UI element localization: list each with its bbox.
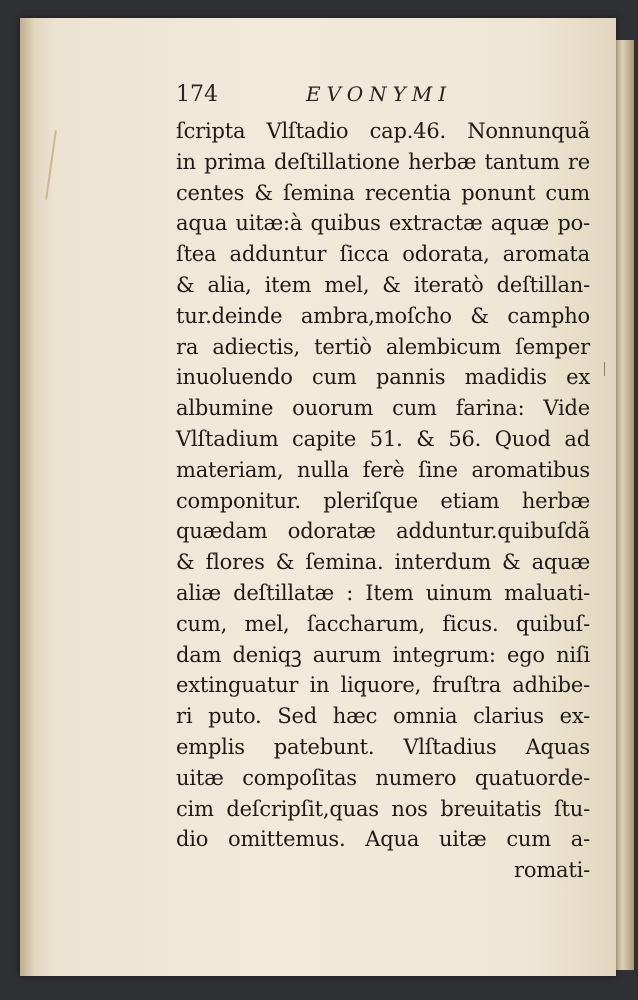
text-line: ſcripta Vlſtadio cap.46. Nonnunquã xyxy=(176,119,590,143)
text-line: albumine ouorum cum farina: Vide xyxy=(176,396,590,421)
text-line: componitur. pleriſque etiam herbæ xyxy=(176,488,590,513)
text-line: aliæ deſtillatæ : Item uinum maluati- xyxy=(176,580,590,605)
text-line: cim deſcripſit,quas nos breuitatis ſtu- xyxy=(176,796,590,821)
catchword: romati- xyxy=(514,858,590,883)
text-block xyxy=(176,116,590,886)
text-line: extinguatur in liquore, fruſtra adhibe- xyxy=(176,673,590,698)
text-line: cum, mel, ſaccharum, ficus. quibuſ- xyxy=(176,611,590,636)
text-line: quædam odoratæ adduntur.quibuſdã xyxy=(176,519,590,544)
text-line: inuoluendo cum pannis madidis ex xyxy=(176,365,590,390)
margin-mark xyxy=(604,362,605,376)
text-line: dio omittemus. Aqua uitæ cum a- xyxy=(176,827,590,852)
text-line: uitæ compoſitas numero quatuorde- xyxy=(176,765,590,790)
page-gutter xyxy=(20,18,34,976)
page-header xyxy=(176,82,596,112)
running-title: EVONYMI xyxy=(306,82,453,106)
text-line: ri puto. Sed hæc omnia clarius ex- xyxy=(176,704,590,729)
text-line: Vlſtadium capite 51. & 56. Quod ad xyxy=(176,426,590,451)
text-line: aqua uitæ:à quibus extractæ aquæ po- xyxy=(176,211,590,236)
text-line: & flores & ſemina. interdum & aquæ xyxy=(176,550,590,575)
text-line: materiam, nulla ferè ſine aromatibus xyxy=(176,457,590,482)
text-line: ra adiectis, tertiò alembicum ſemper xyxy=(176,334,590,359)
text-line: ſtea adduntur ſicca odorata, aromata xyxy=(176,242,590,267)
text-line: in prima deſtillatione herbæ tantum re xyxy=(176,149,590,174)
text-line: dam deniqꝫ aurum integrum: ego niſi xyxy=(176,642,590,667)
text-line: tur.deinde ambra,moſcho & campho xyxy=(176,303,590,328)
text-line: centes & ſemina recentia ponunt cum xyxy=(176,180,590,205)
text-line: & alia, item mel, & iteratò deſtillan- xyxy=(176,272,590,297)
text-line: emplis patebunt. Vlſtadius Aquas xyxy=(176,734,590,759)
page-number: 174 xyxy=(176,82,218,107)
